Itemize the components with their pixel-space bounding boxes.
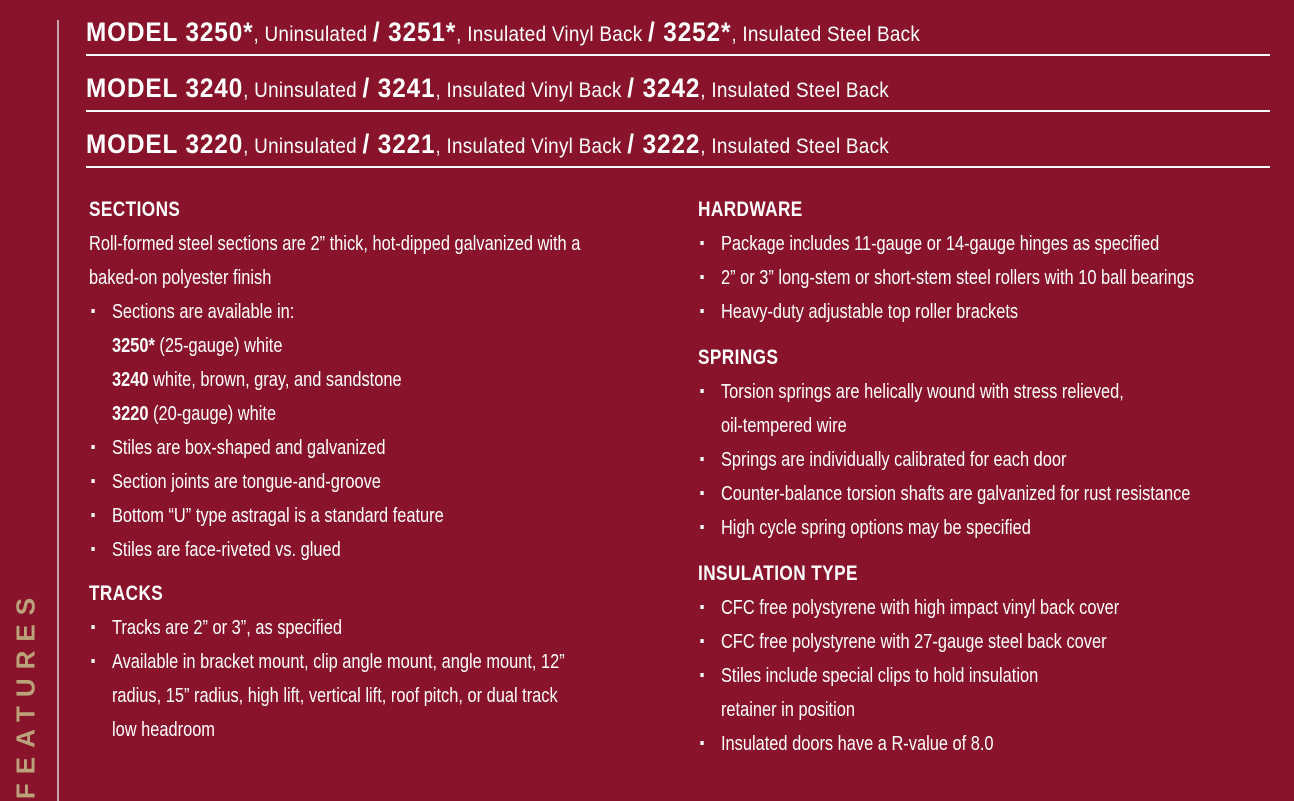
- list-item: [89, 533, 565, 567]
- model-separator: /: [627, 128, 635, 159]
- bullet-icon: ▪: [699, 519, 705, 536]
- right-column: [698, 193, 1278, 761]
- model-number: 3251*: [380, 16, 457, 47]
- list-item: [89, 431, 565, 465]
- list-item: [89, 611, 565, 645]
- bullet-icon: ▪: [699, 303, 705, 320]
- bullet-icon: ▪: [699, 451, 705, 468]
- model-variant-label: , Uninsulated: [253, 22, 373, 46]
- model-number: 3221: [370, 128, 436, 159]
- bullet-icon: ▪: [90, 303, 96, 320]
- list-item: [89, 465, 565, 499]
- bullet-icon: ▪: [90, 541, 96, 558]
- availability-item: [89, 329, 565, 363]
- list-item: [698, 375, 1174, 409]
- insulation-block: [698, 557, 1278, 761]
- springs-block: [698, 341, 1278, 545]
- insulation-heading: INSULATION TYPE: [698, 562, 858, 585]
- list-item: [89, 499, 565, 533]
- list-item: [698, 295, 1174, 329]
- bullet-icon: ▪: [699, 235, 705, 252]
- availability-desc: (25-gauge) white: [154, 335, 283, 357]
- availability-item: [89, 397, 565, 431]
- list-item-text: 2” or 3” long-stem or short-stem steel rollers with 10 ball bearings: [720, 267, 1195, 289]
- bullet-icon: ▪: [90, 507, 96, 524]
- model-separator: /: [362, 72, 371, 103]
- list-item: [698, 625, 1174, 659]
- bullet-icon: ▪: [90, 473, 96, 490]
- list-item-text: CFC free polystyrene with high impact vinyl back cover: [720, 597, 1120, 619]
- bullet-icon: ▪: [699, 599, 705, 616]
- list-item-text: Torsion springs are helically wound with stress relieved,: [720, 381, 1124, 403]
- list-item-text: Stiles are box-shaped and galvanized: [111, 437, 386, 459]
- model-variant-label: , Uninsulated: [243, 78, 363, 102]
- list-item-text: Section joints are tongue-and-groove: [111, 471, 381, 493]
- model-separator: /: [362, 128, 371, 159]
- list-item-text: Package includes 11-gauge or 14-gauge hinges as specified: [720, 233, 1160, 255]
- model-variant-label: , Insulated Steel Back: [731, 22, 921, 46]
- features-side-label-text: FEATURES: [10, 588, 41, 800]
- list-item-text: Tracks are 2” or 3”, as specified: [111, 617, 342, 639]
- bullet-icon: ▪: [90, 439, 96, 456]
- hardware-block: [698, 193, 1278, 329]
- model-variant-label: , Insulated Steel Back: [700, 134, 890, 158]
- model-number: 3222: [634, 128, 701, 159]
- sections-intro-line: Roll-formed steel sections are 2” thick, hot-dipped galvanized with a: [89, 233, 581, 255]
- model-separator: /: [627, 72, 635, 103]
- tracks-heading: TRACKS: [89, 582, 164, 605]
- sections-intro-line: baked-on polyester finish: [89, 267, 272, 289]
- model-row-3240: [86, 66, 1270, 112]
- springs-heading: SPRINGS: [698, 346, 779, 369]
- list-item: [698, 443, 1174, 477]
- bullet-icon: ▪: [90, 653, 96, 670]
- model-variant-label: , Insulated Steel Back: [700, 78, 890, 102]
- list-item-text: Available in bracket mount, clip angle mount, angle mount, 12”: [111, 651, 565, 673]
- list-item-text: Insulated doors have a R-value of 8.0: [720, 733, 994, 755]
- availability-model: 3250*: [111, 335, 155, 357]
- left-column: [89, 193, 669, 747]
- bullet-icon: ▪: [90, 619, 96, 636]
- list-item: [89, 295, 565, 329]
- hardware-heading: HARDWARE: [698, 198, 803, 221]
- list-item-text: Springs are individually calibrated for each door: [720, 449, 1067, 471]
- list-item: [698, 227, 1174, 261]
- model-variant-label: , Insulated Vinyl Back: [456, 22, 648, 46]
- list-item-text: Stiles include special clips to hold insulation: [720, 665, 1039, 687]
- features-side-label: [6, 589, 46, 799]
- availability-desc: white, brown, gray, and sandstone: [148, 369, 402, 391]
- list-item-continuation: low headroom: [111, 719, 215, 741]
- list-item-text: High cycle spring options may be specified: [720, 517, 1031, 539]
- list-item-text: Stiles are face-riveted vs. glued: [111, 539, 341, 561]
- sections-block: [89, 193, 669, 567]
- model-number: 3252*: [655, 16, 732, 47]
- model-number: 3241: [370, 72, 436, 103]
- list-item-continuation: radius, 15” radius, high lift, vertical lift, roof pitch, or dual track: [111, 685, 558, 707]
- bullet-icon: ▪: [699, 269, 705, 286]
- availability-model: 3220: [111, 403, 149, 425]
- list-item-text: Counter-balance torsion shafts are galvanized for rust resistance: [720, 483, 1191, 505]
- availability-desc: (20-gauge) white: [148, 403, 277, 425]
- bullet-icon: ▪: [699, 383, 705, 400]
- bullet-icon: ▪: [699, 485, 705, 502]
- model-separator: /: [372, 16, 381, 47]
- sections-heading: SECTIONS: [89, 198, 181, 221]
- model-primary: MODEL 3240: [86, 72, 244, 103]
- tracks-block: [89, 577, 669, 747]
- model-variant-label: , Uninsulated: [243, 134, 363, 158]
- model-row-3250: [86, 10, 1270, 56]
- list-item: [698, 511, 1174, 545]
- vertical-divider: [57, 20, 59, 801]
- list-item-text: CFC free polystyrene with 27-gauge steel back cover: [720, 631, 1107, 653]
- list-item: [698, 477, 1191, 511]
- bullet-icon: ▪: [699, 667, 705, 684]
- model-number: 3242: [634, 72, 701, 103]
- bullet-icon: ▪: [699, 633, 705, 650]
- availability-item: [89, 363, 565, 397]
- model-variant-label: , Insulated Vinyl Back: [435, 134, 628, 158]
- list-item: [698, 659, 1174, 693]
- list-item-text: Heavy-duty adjustable top roller brackets: [720, 301, 1019, 323]
- list-item: [698, 591, 1174, 625]
- model-variant-label: , Insulated Vinyl Back: [435, 78, 628, 102]
- list-item-text: Bottom “U” type astragal is a standard feature: [111, 505, 444, 527]
- list-item-text: Sections are available in:: [111, 301, 295, 323]
- model-primary: MODEL 3220: [86, 128, 244, 159]
- bullet-icon: ▪: [699, 735, 705, 752]
- list-item-continuation: retainer in position: [720, 699, 855, 721]
- list-item: [698, 261, 1195, 295]
- model-separator: /: [647, 16, 656, 47]
- model-primary: MODEL 3250*: [86, 16, 254, 47]
- list-item: [89, 645, 565, 679]
- model-row-3220: [86, 122, 1270, 168]
- list-item: [698, 727, 1174, 761]
- availability-model: 3240: [111, 369, 149, 391]
- list-item-continuation: oil-tempered wire: [720, 415, 847, 437]
